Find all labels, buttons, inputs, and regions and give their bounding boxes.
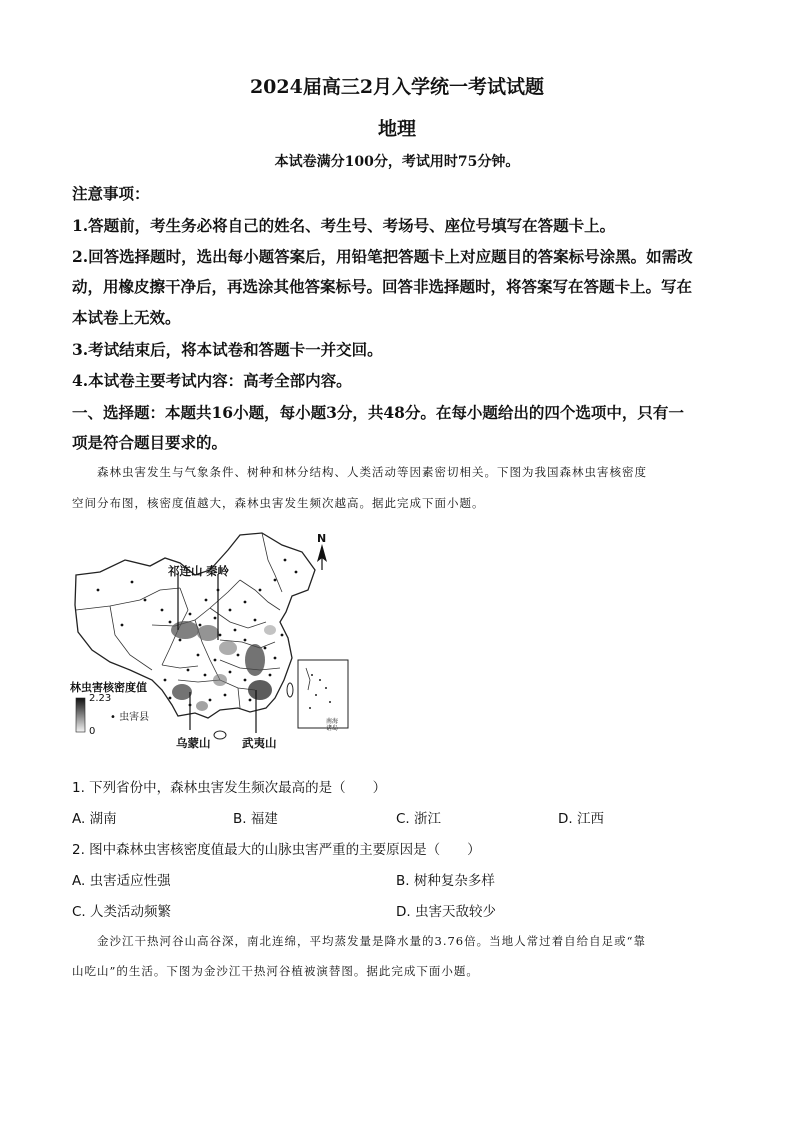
note-line: 本试卷上无效。 bbox=[72, 308, 181, 327]
inset-label: 南海 bbox=[326, 718, 339, 725]
question-2-stem: 2. 图中森林虫害核密度值最大的山脉虫害严重的主要原因是（ ） bbox=[72, 842, 481, 858]
north-arrow-icon bbox=[317, 544, 327, 570]
passage-line: 山吃山”的生活。下图为金沙江干热河谷植被演替图。据此完成下面小题。 bbox=[72, 964, 479, 978]
label-qinling-mountains: 秦岭 bbox=[206, 564, 229, 578]
label-wuyi-mountains: 武夷山 bbox=[242, 736, 277, 750]
subject-title: 地理 bbox=[377, 118, 416, 140]
legend-max: 2.23 bbox=[89, 693, 112, 704]
q2-option-c[interactable]: C. 人类活动频繁 bbox=[72, 904, 172, 920]
q1-option-c[interactable]: C. 浙江 bbox=[396, 811, 442, 827]
note-line: 1.答题前，考生务必将自己的姓名、考生号、考场号、座位号填写在答题卡上。 bbox=[72, 216, 616, 235]
question-1-stem: 1. 下列省份中，森林虫害发生频次最高的是（ ） bbox=[72, 780, 387, 796]
inset-label: 诸岛 bbox=[326, 725, 339, 732]
north-label: N bbox=[317, 532, 327, 545]
legend-dot-label: • 虫害县 bbox=[110, 712, 150, 723]
q1-option-b[interactable]: B. 福建 bbox=[233, 811, 278, 827]
note-line: 动，用橡皮擦干净后，再选涂其他答案标号。回答非选择题时，将答案写在答题卡上。写在 bbox=[72, 277, 693, 296]
q2-option-b[interactable]: B. 树种复杂多样 bbox=[396, 873, 495, 889]
taiwan-island bbox=[287, 683, 293, 697]
passage-line: 森林虫害发生与气象条件、树种和林分结构、人类活动等因素密切相关。下图为我国森林虫害核密度 bbox=[97, 465, 647, 479]
section-heading: 一、选择题：本题共16小题，每小题3分，共48分。在每小题给出的四个选项中，只有一 bbox=[72, 403, 684, 422]
density-legend-gradient bbox=[76, 698, 85, 732]
passage-line: 空间分布图，核密度值越大，森林虫害发生频次越高。据此完成下面小题。 bbox=[72, 496, 485, 510]
section-heading-cont: 项是符合题目要求的。 bbox=[72, 433, 228, 452]
hainan-island bbox=[214, 731, 226, 739]
label-wumeng-mountains: 乌蒙山 bbox=[176, 736, 211, 750]
exam-title: 2024届高三2月入学统一考试试题 bbox=[249, 76, 545, 98]
forest-pest-density-map bbox=[70, 530, 365, 755]
q1-option-a[interactable]: A. 湖南 bbox=[72, 811, 117, 827]
note-line: 4.本试卷主要考试内容：高考全部内容。 bbox=[72, 371, 352, 390]
exam-info: 本试卷满分100分，考试用时75分钟。 bbox=[274, 154, 520, 170]
q1-option-d[interactable]: D. 江西 bbox=[558, 811, 604, 827]
passage-line: 金沙江干热河谷山高谷深，南北连绵，平均蒸发量是降水量的3.76倍。当地人常过着自给自足或“靠 bbox=[97, 934, 646, 948]
south-china-sea-inset bbox=[298, 660, 348, 728]
q2-option-d[interactable]: D. 虫害天敌较少 bbox=[396, 904, 496, 920]
notes-heading: 注意事项： bbox=[72, 184, 150, 203]
label-qilian-mountains: 祁连山 bbox=[168, 564, 203, 578]
note-line: 2.回答选择题时，选出每小题答案后，用铅笔把答题卡上对应题目的答案标号涂黑。如需改 bbox=[72, 247, 693, 266]
q2-option-a[interactable]: A. 虫害适应性强 bbox=[72, 873, 171, 889]
legend-min: 0 bbox=[89, 726, 96, 737]
legend-title: 林虫害核密度值 bbox=[70, 681, 147, 694]
note-line: 3.考试结束后，将本试卷和答题卡一并交回。 bbox=[72, 340, 383, 359]
